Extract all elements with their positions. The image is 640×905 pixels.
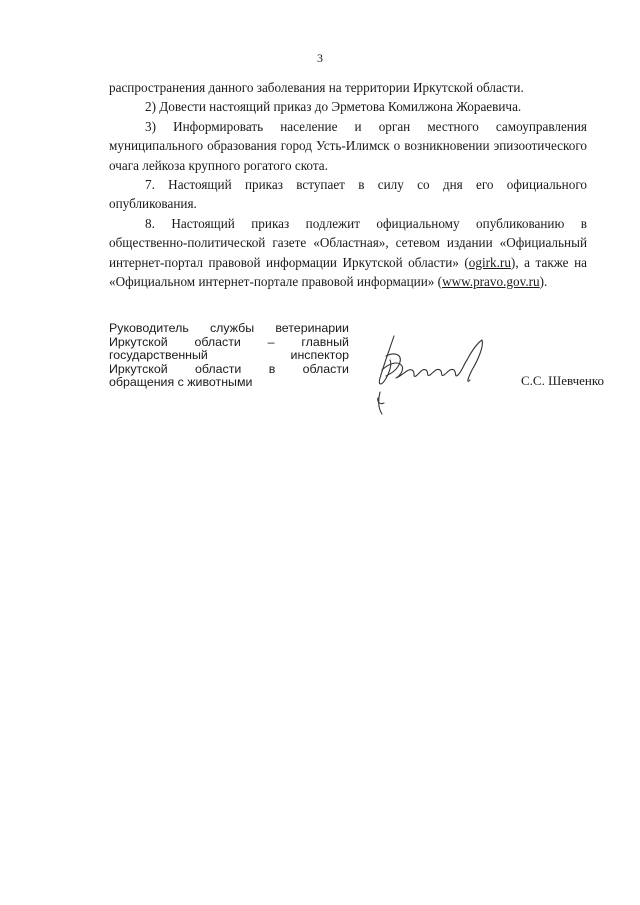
signatory-line-2 [109, 336, 349, 350]
signer-name: С.С. Шевченко [521, 373, 605, 388]
signatory-word: Руководитель [109, 321, 189, 335]
paragraph-item-7: 7. Настоящий приказ вступает в силу со дня его официального опубликования. [109, 177, 587, 212]
paragraph-item-8-text-b: ), а также на «Официальном интернет-портале правовой информации» ( [109, 254, 587, 290]
signatory-word: обращения с животными [109, 375, 253, 390]
signatory-word: в [268, 361, 276, 376]
signatory-line-1 [109, 322, 349, 336]
signatory-word: – [267, 334, 275, 349]
signatory-word: области [194, 334, 241, 349]
page-number: 3 [317, 51, 323, 65]
signatory-line-4 [109, 363, 349, 377]
handwritten-signature [372, 330, 492, 420]
ogirk-link[interactable]: ogirk.ru [468, 254, 511, 270]
signatory-word: инспектор [290, 348, 349, 363]
paragraph-continuation: распространения данного заболевания на территории Иркутской области. [109, 80, 524, 95]
document-body [109, 78, 587, 291]
signatory-line-5 [109, 376, 349, 390]
paragraph-item-8 [109, 214, 587, 292]
paragraph-item-8-text-a: 8. Настоящий приказ подлежит официальному опубликованию в общественно-политической газете «Областная», сетевом издании «Официальный интернет-портал правовой информации Иркутской области» ( [109, 215, 587, 270]
signatory-word: государственный [109, 348, 208, 363]
signatory-word: области [302, 361, 349, 376]
paragraph-item-8-text-c: ). [539, 274, 548, 290]
signatory-word: службы [209, 321, 255, 335]
signatory-word: главный [301, 334, 349, 349]
signatory-word: Иркутской [109, 361, 168, 376]
paragraph-item-2: 2) Довести настоящий приказ до Эрметова Комилжона Жораевича. [145, 99, 522, 115]
signatory-word: области [195, 361, 242, 376]
signatory-title [109, 322, 349, 390]
pravo-link[interactable]: www.pravo.gov.ru [442, 274, 540, 290]
signatory-word: ветеринарии [275, 321, 349, 335]
paragraph-item-3: 3) Информировать население и орган местного самоуправления муниципального образования город Усть-Илимск о возникновении эпизоотического очага лейкоза крупного рогатого скота. [109, 118, 587, 173]
signatory-line-3 [109, 349, 349, 363]
signatory-word: Иркутской [109, 334, 168, 349]
